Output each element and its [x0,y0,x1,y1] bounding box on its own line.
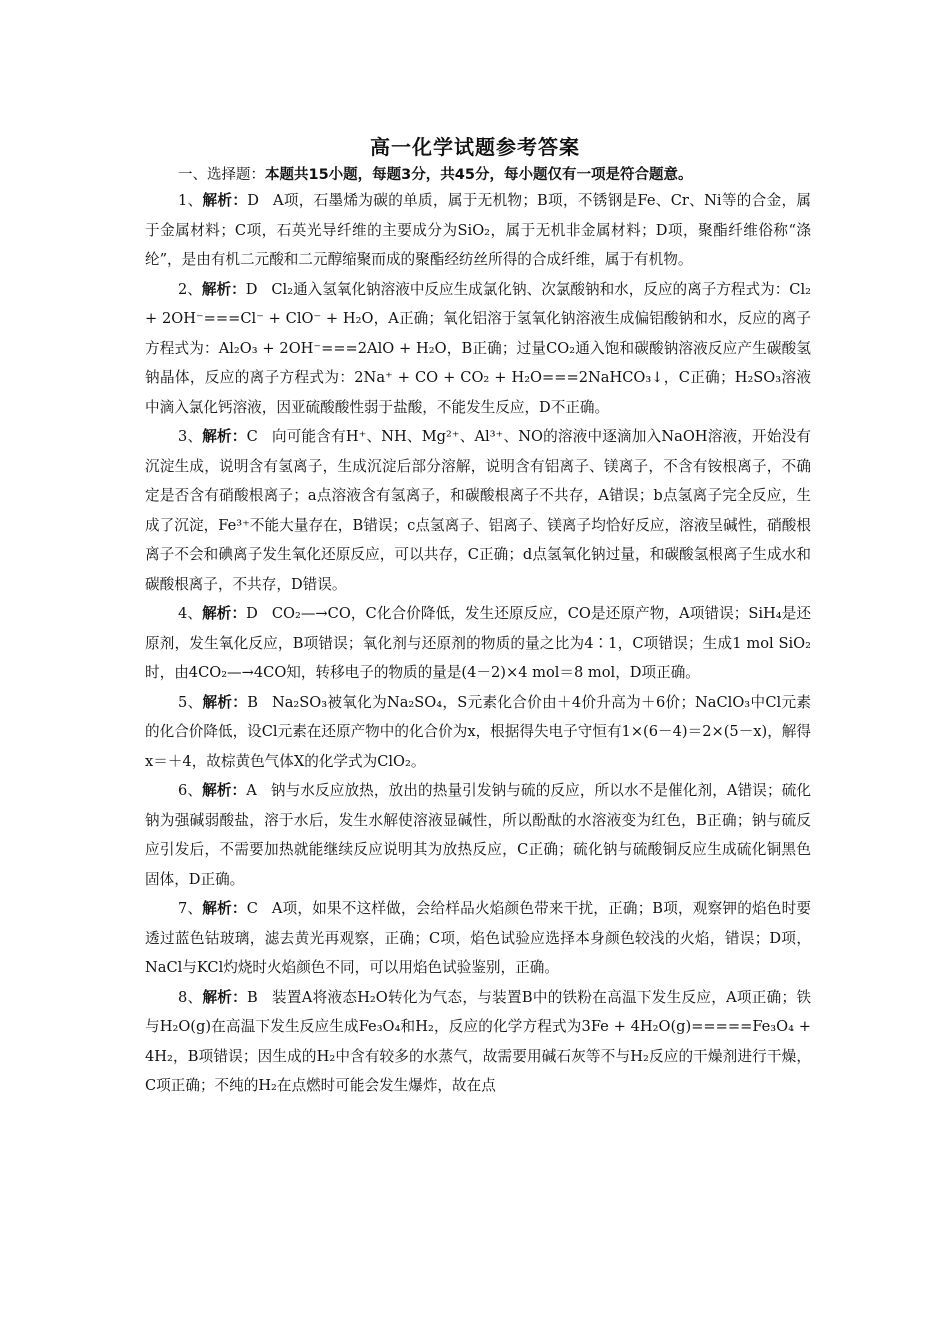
answer-explanation: A项，石墨烯为碳的单质，属于无机物；B项，不锈钢是Fe、Cr、Ni等的合金，属于金属材料；C项，石英光导纤维的主要成分为SiO₂，属于无机非金属材料；D项，聚酯纤维俗称“涤纶”，是由有机二元酸和二元醇缩聚而成的聚酯经纺丝所得的合成纤维，属于有机物。 [145,192,811,268]
answer-label: 解析： [202,988,248,1006]
answer-number: 3、 [178,428,203,445]
answer-number: 1、 [178,192,203,209]
answer-choice: D [247,192,259,209]
answer-item [145,983,811,1101]
answer-label: 解析： [202,782,247,799]
answer-number: 7、 [178,900,203,917]
answer-item [145,186,811,275]
answer-explanation: 钠与水反应放热，放出的热量引发钠与硫的反应，所以水不是催化剂，A错误；硫化钠为强碱弱酸盐，溶于水后，发生水解使溶液显碱性，所以酚酞的水溶液变为红色，B正确；钠与硫反应引发后，不需要加热就能继续反应说明其为放热反应，C正确；硫化钠与硫酸铜反应生成硫化铜黑色固体，D正确。 [145,782,811,888]
answer-item [145,894,811,983]
section-instruction: 本题共15小题，每题3分，共45分，每小题仅有一项是符合题意。 [265,167,693,183]
answer-number: 4、 [178,605,203,622]
answer-label: 解析： [202,428,247,445]
answer-label: 解析： [202,605,247,622]
answer-label: 解析： [201,280,246,298]
page-title: 高一化学试题参考答案 [370,135,580,159]
answer-label: 解析： [202,900,247,917]
answer-explanation: Cl₂通入氢氧化钠溶液中反应生成氯化钠、次氯酸钠和水，反应的离子方程式为：Cl₂ + 2OH⁻===Cl⁻ + ClO⁻ + H₂O，A正确；氧化铝溶于氢氧化钠溶液生成偏铝酸钠和水，反应的离子方程式为：Al₂O₃ + 2OH⁻===2AlO + H₂O，B正确；过量CO₂通入饱和碳酸钠溶液反应产生碳酸氢钠晶体，反应的离子方程式为：2Na⁺ + CO + CO₂ + H₂O===2NaHCO₃↓，C正确；H₂SO₃溶液中滴入氯化钙溶液，因亚硫酸酸性弱于盐酸，不能发生反应，D不正确。 [145,280,811,416]
answer-choice: D [246,605,258,622]
answer-item [145,599,811,688]
answer-label: 解析： [202,192,248,209]
section-heading [178,163,818,184]
answer-choice: C [246,900,258,917]
answer-number: 5、 [178,693,203,711]
answer-explanation: CO₂—→CO，C化合价降低，发生还原反应，CO是还原产物，A项错误；SiH₄是还原剂，发生氧化反应，B项错误；氧化剂与还原剂的物质的量之比为4∶1，C项错误；生成1 mol SiO₂时，由4CO₂—→4CO知，转移电子的物质的量是(4－2)×4 mol＝8 mol，D项正确。 [145,605,811,681]
answer-explanation: Na₂SO₃被氧化为Na₂SO₄，S元素化合价由＋4价升高为＋6价；NaClO₃中Cl元素的化合价降低，设Cl元素在还原产物中的化合价为x，根据得失电子守恒有1×(6－4)＝2×(5－x)，解得x＝＋4，故棕黄色气体X的化学式为ClO₂。 [145,693,811,770]
answer-explanation: 装置A将液态H₂O转化为气态，与装置B中的铁粉在高温下发生反应，A项正确；铁与H₂O(g)在高温下发生反应生成Fe₃O₄和H₂，反应的化学方程式为3Fe + 4H₂O(g)=====Fe₃O₄ + 4H₂，B项错误；因生成的H₂中含有较多的水蒸气，故需要用碱石灰等不与H₂反应的干燥剂进行干燥，C项正确；不纯的H₂在点燃时可能会发生爆炸，故在点 [145,988,811,1094]
answer-choice: B [247,988,258,1006]
section-number: 一、选择题： [178,167,265,183]
answer-label: 解析： [202,693,248,711]
answer-item [145,422,811,599]
answer-choice: A [246,782,257,799]
answer-explanation: A项，如果不这样做，会给样品火焰颜色带来干扰，正确；B项，观察钾的焰色时要透过蓝色钴玻璃，滤去黄光再观察，正确；C项，焰色试验应选择本身颜色较浅的火焰，错误；D项，NaCl与KCl灼烧时火焰颜色不同，可以用焰色试验鉴别，正确。 [145,900,811,976]
answer-item [145,275,811,423]
answer-number: 8、 [178,988,203,1006]
answer-number: 6、 [178,782,203,799]
answer-number: 2、 [178,280,202,298]
answer-item [145,688,811,777]
answer-list [145,186,811,1101]
answer-explanation: 向可能含有H⁺、NH、Mg²⁺、Al³⁺、NO的溶液中逐滴加入NaOH溶液，开始没有沉淀生成，说明含有氢离子，生成沉淀后部分溶解，说明含有铝离子、镁离子，不含有铵根离子，不确定是否含有硝酸根离子；a点溶液含有氢离子，和碳酸根离子不共存，A错误；b点氢离子完全反应，生成了沉淀，Fe³⁺不能大量存在，B错误；c点氢离子、铝离子、镁离子均恰好反应，溶液呈碱性，硝酸根离子不会和碘离子发生氧化还原反应，可以共存，C正确；d点氢氧化钠过量，和碳酸氢根离子生成水和碳酸根离子，不共存，D错误。 [145,428,811,593]
answer-choice: C [246,428,258,445]
answer-item [145,776,811,894]
answer-choice: B [247,693,258,711]
answer-choice: D [245,280,258,298]
